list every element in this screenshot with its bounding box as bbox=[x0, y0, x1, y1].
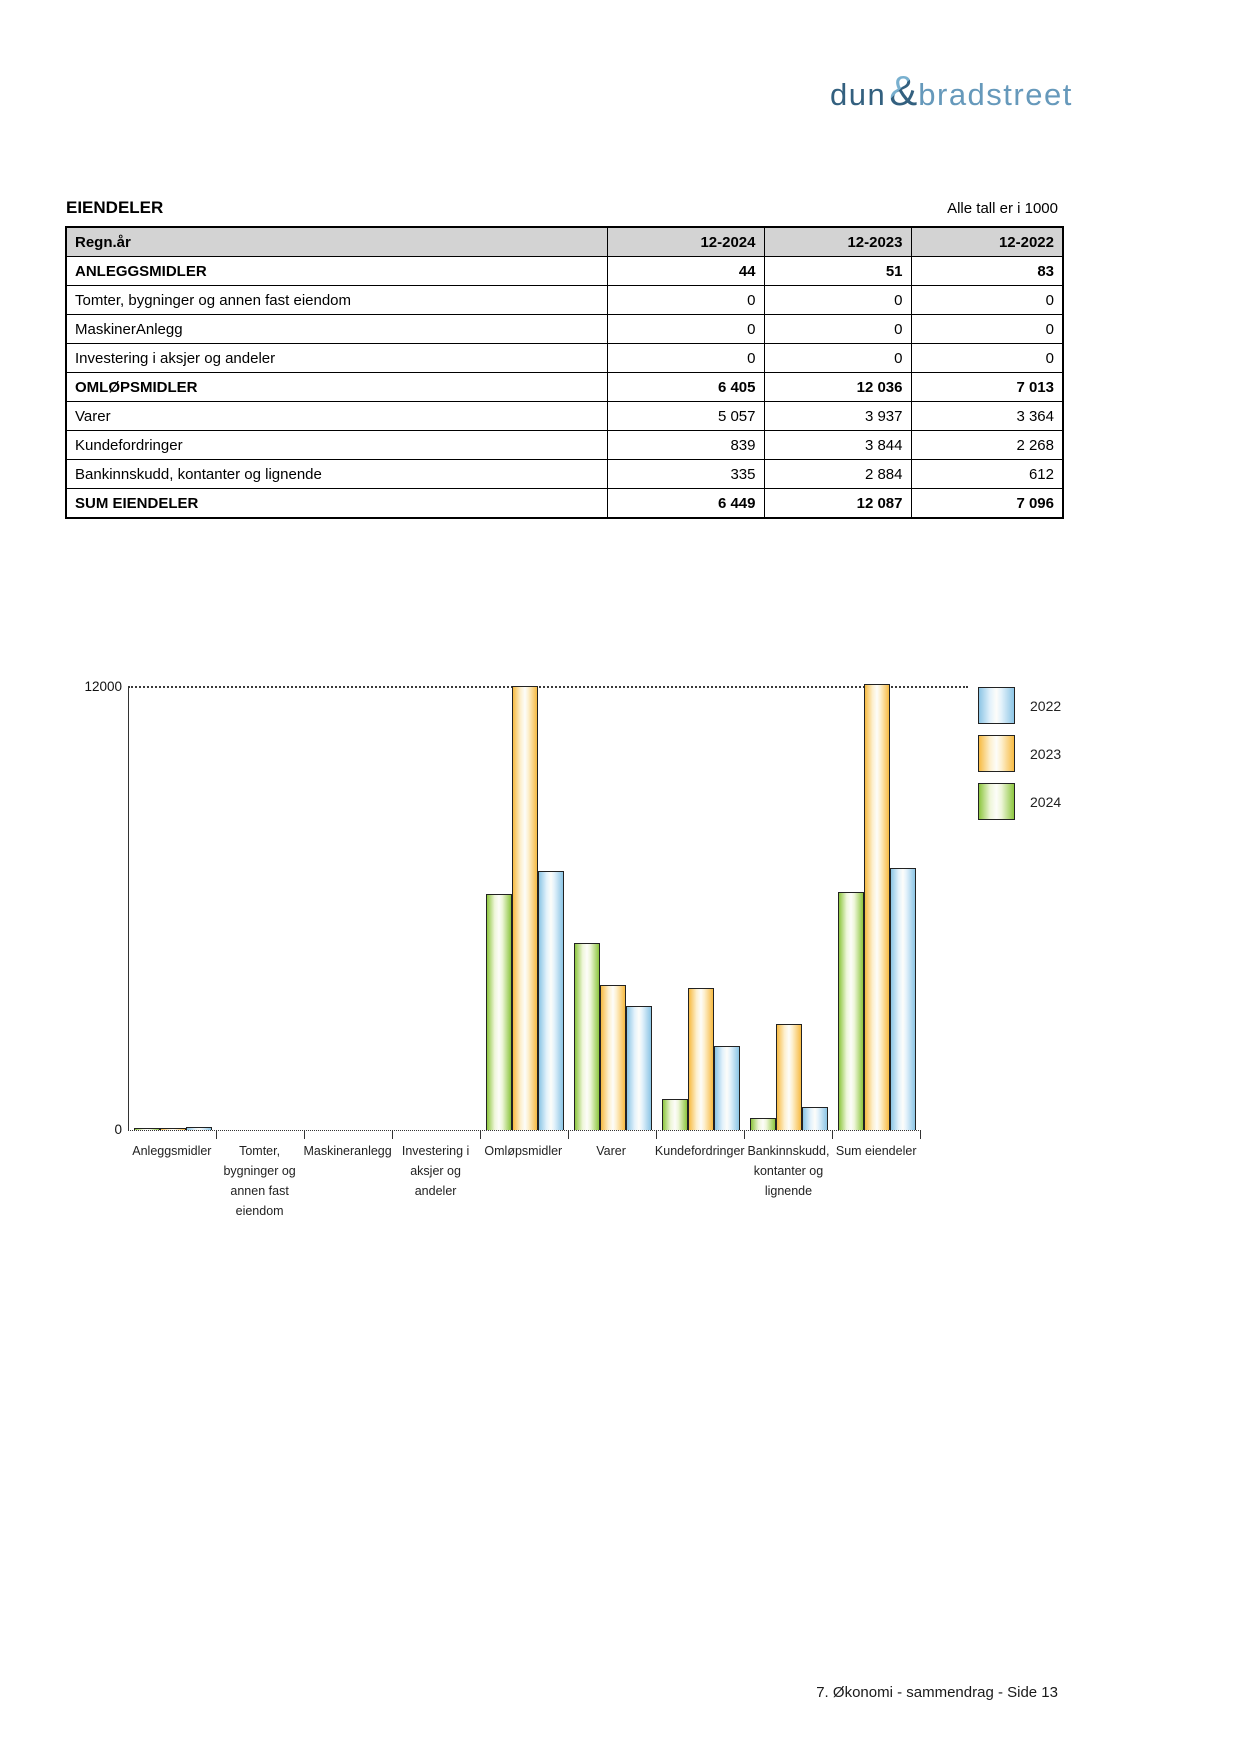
cell-value: 6 405 bbox=[607, 373, 764, 402]
cell-value: 839 bbox=[607, 431, 764, 460]
bar-2024 bbox=[662, 1099, 688, 1130]
bar-2023 bbox=[512, 686, 538, 1130]
x-axis-category-label bbox=[128, 1141, 216, 1221]
x-axis-baseline bbox=[128, 1130, 921, 1131]
bar-2023 bbox=[600, 985, 626, 1130]
x-axis-label-line: andeler bbox=[414, 1184, 457, 1198]
column-header-2022: 12-2022 bbox=[911, 227, 1063, 257]
axis-tick bbox=[568, 1130, 569, 1139]
axis-tick bbox=[480, 1130, 481, 1139]
page-title: EIENDELER bbox=[66, 198, 164, 217]
logo-text-dun: dun bbox=[830, 77, 887, 112]
bars-area bbox=[129, 687, 921, 1130]
axis-tick bbox=[744, 1130, 745, 1139]
x-axis-label-line: Omløpsmidler bbox=[484, 1144, 563, 1158]
cell-value: 0 bbox=[911, 344, 1063, 373]
row-label: OMLØPSMIDLER bbox=[66, 373, 607, 402]
table-header-row bbox=[66, 227, 1063, 257]
column-header-2024: 12-2024 bbox=[607, 227, 764, 257]
row-label: Kundefordringer bbox=[66, 431, 607, 460]
legend-label: 2023 bbox=[1030, 745, 1062, 762]
cell-value: 0 bbox=[607, 286, 764, 315]
table-row bbox=[66, 286, 1063, 315]
column-header-regnar: Regn.år bbox=[66, 227, 607, 257]
bar-2024 bbox=[574, 943, 600, 1130]
x-axis-label-line: Investering i bbox=[401, 1144, 470, 1158]
bar-2022 bbox=[538, 871, 564, 1130]
cell-value: 83 bbox=[911, 257, 1063, 286]
x-axis-category-label bbox=[655, 1141, 745, 1221]
legend-label: 2022 bbox=[1030, 697, 1062, 714]
legend-label: 2024 bbox=[1030, 793, 1062, 810]
x-axis-labels bbox=[128, 1141, 920, 1221]
bar-group bbox=[833, 684, 921, 1130]
axis-tick bbox=[832, 1130, 833, 1139]
x-axis-label-line: aksjer og bbox=[410, 1164, 461, 1178]
x-axis-label-line: Varer bbox=[596, 1144, 626, 1158]
cell-value: 2 884 bbox=[764, 460, 911, 489]
row-label: MaskinerAnlegg bbox=[66, 315, 607, 344]
cell-value: 12 036 bbox=[764, 373, 911, 402]
logo-text-bradstreet: bradstreet bbox=[918, 77, 1073, 112]
row-label: SUM EIENDELER bbox=[66, 489, 607, 519]
table-row bbox=[66, 431, 1063, 460]
bar-group bbox=[481, 686, 569, 1130]
x-axis-label-line: Anleggsmidler bbox=[132, 1144, 212, 1158]
row-label: Tomter, bygninger og annen fast eiendom bbox=[66, 286, 607, 315]
x-axis-label-line: annen fast bbox=[230, 1184, 289, 1198]
cell-value: 5 057 bbox=[607, 402, 764, 431]
axis-tick bbox=[392, 1130, 393, 1139]
cell-value: 3 844 bbox=[764, 431, 911, 460]
bar-2024 bbox=[838, 892, 864, 1130]
x-axis-label-line: Kundefordringer bbox=[654, 1144, 745, 1158]
axis-tick bbox=[304, 1130, 305, 1139]
legend-swatch-2023 bbox=[978, 735, 1015, 772]
table-row bbox=[66, 257, 1063, 286]
x-axis-category-label bbox=[567, 1141, 655, 1221]
bar-2023 bbox=[776, 1024, 802, 1131]
bar-2022 bbox=[802, 1107, 828, 1130]
y-axis-label-0: 0 bbox=[114, 1122, 122, 1137]
cell-value: 0 bbox=[607, 315, 764, 344]
legend-swatch-2022 bbox=[978, 687, 1015, 724]
assets-table bbox=[65, 226, 1064, 519]
cell-value: 0 bbox=[764, 286, 911, 315]
bar-2023 bbox=[688, 988, 714, 1130]
cell-value: 3 364 bbox=[911, 402, 1063, 431]
table-row bbox=[66, 344, 1063, 373]
y-axis-label-12000: 12000 bbox=[84, 679, 122, 694]
x-axis-label-line: Sum eiendeler bbox=[835, 1144, 917, 1158]
units-note: Alle tall er i 1000 bbox=[947, 200, 1058, 217]
x-axis-category-label bbox=[479, 1141, 567, 1221]
cell-value: 335 bbox=[607, 460, 764, 489]
x-axis-category-label bbox=[832, 1141, 920, 1221]
bar-group bbox=[569, 943, 657, 1130]
x-axis-category-label bbox=[392, 1141, 480, 1221]
column-header-2023: 12-2023 bbox=[764, 227, 911, 257]
x-axis-category-label bbox=[303, 1141, 391, 1221]
table-row bbox=[66, 315, 1063, 344]
row-label: ANLEGGSMIDLER bbox=[66, 257, 607, 286]
cell-value: 0 bbox=[911, 286, 1063, 315]
table-row bbox=[66, 489, 1063, 519]
cell-value: 3 937 bbox=[764, 402, 911, 431]
x-axis-category-label bbox=[745, 1141, 833, 1221]
cell-value: 0 bbox=[607, 344, 764, 373]
x-axis-label-line: lignende bbox=[764, 1184, 813, 1198]
x-axis-label-line: bygninger og bbox=[223, 1164, 296, 1178]
bar-group bbox=[745, 1024, 833, 1131]
x-axis-label-line: Bankinnskudd, bbox=[747, 1144, 830, 1158]
x-axis-label-line: eiendom bbox=[235, 1204, 284, 1218]
cell-value: 0 bbox=[911, 315, 1063, 344]
bar-2022 bbox=[626, 1006, 652, 1130]
cell-value: 7 013 bbox=[911, 373, 1063, 402]
x-axis-label-line: Tomter, bbox=[239, 1144, 281, 1158]
table-row bbox=[66, 402, 1063, 431]
bar-2022 bbox=[890, 868, 916, 1130]
footer-page-label: 7. Økonomi - sammendrag - Side 13 bbox=[816, 1684, 1058, 1701]
axis-tick bbox=[656, 1130, 657, 1139]
axis-tick bbox=[216, 1130, 217, 1139]
bar-2024 bbox=[750, 1118, 776, 1130]
cell-value: 0 bbox=[764, 344, 911, 373]
legend-item bbox=[978, 687, 1061, 724]
bar-2023 bbox=[864, 684, 890, 1130]
cell-value: 0 bbox=[764, 315, 911, 344]
dun-and-bradstreet-logo bbox=[830, 67, 1073, 114]
legend-swatch-2024 bbox=[978, 783, 1015, 820]
bar-chart-plot bbox=[128, 687, 921, 1130]
x-axis-label-line: kontanter og bbox=[753, 1164, 824, 1178]
cell-value: 6 449 bbox=[607, 489, 764, 519]
x-axis-category-label bbox=[216, 1141, 304, 1221]
cell-value: 51 bbox=[764, 257, 911, 286]
legend-item bbox=[978, 735, 1061, 772]
row-label: Bankinnskudd, kontanter og lignende bbox=[66, 460, 607, 489]
table-row bbox=[66, 373, 1063, 402]
ampersand-icon: & bbox=[889, 67, 918, 114]
cell-value: 12 087 bbox=[764, 489, 911, 519]
table-row bbox=[66, 460, 1063, 489]
cell-value: 612 bbox=[911, 460, 1063, 489]
legend-item bbox=[978, 783, 1061, 820]
cell-value: 44 bbox=[607, 257, 764, 286]
bar-group bbox=[657, 988, 745, 1130]
chart-legend bbox=[978, 687, 1061, 831]
row-label: Investering i aksjer og andeler bbox=[66, 344, 607, 373]
cell-value: 2 268 bbox=[911, 431, 1063, 460]
x-axis-label-line: Maskineranlegg bbox=[303, 1144, 392, 1158]
row-label: Varer bbox=[66, 402, 607, 431]
axis-tick bbox=[920, 1130, 921, 1139]
cell-value: 7 096 bbox=[911, 489, 1063, 519]
bar-2024 bbox=[486, 894, 512, 1131]
bar-2022 bbox=[714, 1046, 740, 1130]
